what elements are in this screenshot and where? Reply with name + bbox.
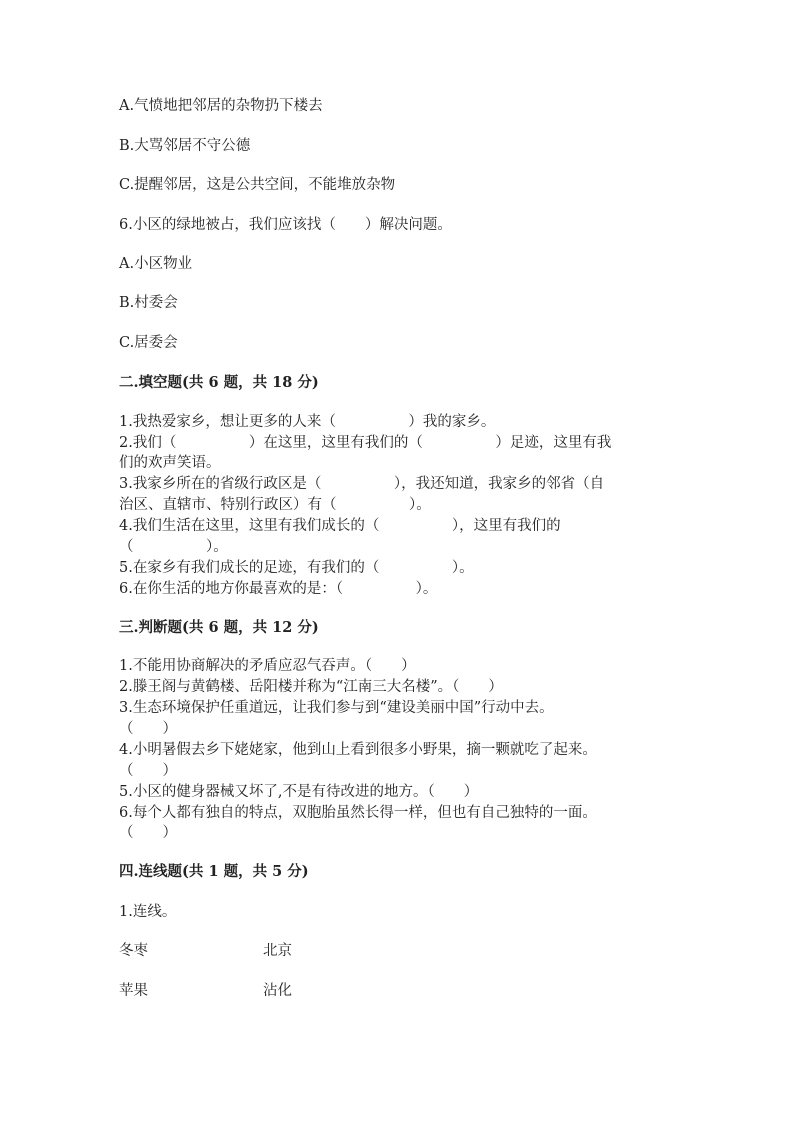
fill-q6: 6.在你生活的地方你最喜欢的是：（ ）。 [119, 581, 438, 597]
fill-q3-line1: 3.我家乡所在的省级行政区是（ ），我还知道，我家乡的邻省（自 [119, 476, 605, 492]
match-q1: 1.连线。 [119, 904, 177, 920]
fill-q4-line1: 4.我们生活在这里，这里有我们成长的（ ），这里有我们的 [119, 518, 561, 534]
judge-q6-line2: （ ） [119, 825, 177, 841]
judge-q2: 2.滕王阁与黄鹤楼、岳阳楼并称为“江南三大名楼”。（ ） [119, 679, 503, 695]
q5-option-b: B.大骂邻居不守公德 [119, 138, 251, 154]
fill-q5: 5.在家乡有我们成长的足迹，有我们的（ ）。 [119, 560, 474, 576]
match-left-item: 冬枣 [119, 943, 148, 959]
judge-q4-line2: （ ） [119, 763, 177, 779]
q5-option-a: A.气愤地把邻居的杂物扔下楼去 [119, 98, 323, 114]
q6-option-b: B.村委会 [119, 295, 178, 311]
judge-q3-line2: （ ） [119, 721, 177, 737]
match-right-item: 北京 [263, 943, 292, 959]
judge-q5: 5.小区的健身器械又坏了,不是有待改进的地方。（ ） [119, 784, 479, 800]
match-section-heading: 四.连线题(共 1 题，共 5 分) [119, 863, 309, 880]
fill-q2-line1: 2.我们（ ）在这里，这里有我们的（ ）足迹，这里有我 [119, 435, 612, 451]
fill-q3-line2: 治区、直辖市、特别行政区）有（ ）。 [119, 497, 431, 513]
match-left-item: 苹果 [119, 983, 148, 999]
q6-stem: 6.小区的绿地被占，我们应该找（ ）解决问题。 [119, 217, 452, 233]
fill-section-heading: 二.填空题(共 6 题，共 18 分) [119, 374, 319, 391]
judge-section-heading: 三.判断题(共 6 题，共 12 分) [119, 619, 319, 636]
judge-q4-line1: 4.小明暑假去乡下姥姥家，他到山上看到很多小野果，摘一颗就吃了起来。 [119, 742, 597, 758]
q5-option-c: C.提醒邻居，这是公共空间，不能堆放杂物 [119, 177, 396, 193]
match-right-item: 沾化 [263, 983, 292, 999]
fill-q1: 1.我热爱家乡，想让更多的人来（ ）我的家乡。 [119, 414, 496, 430]
judge-q6-line1: 6.每个人都有独自的特点，双胞胎虽然长得一样，但也有自己独特的一面。 [119, 805, 597, 821]
fill-q2-line2: 们的欢声笑语。 [119, 455, 221, 471]
fill-q4-line2: （ ）。 [119, 539, 228, 555]
judge-q1: 1.不能用协商解决的矛盾应忍气吞声。（ ） [119, 658, 416, 674]
q6-option-a: A.小区物业 [119, 256, 193, 272]
judge-q3-line1: 3.生态环境保护任重道远，让我们参与到“建设美丽中国”行动中去。 [119, 700, 554, 716]
q6-option-c: C.居委会 [119, 335, 178, 351]
